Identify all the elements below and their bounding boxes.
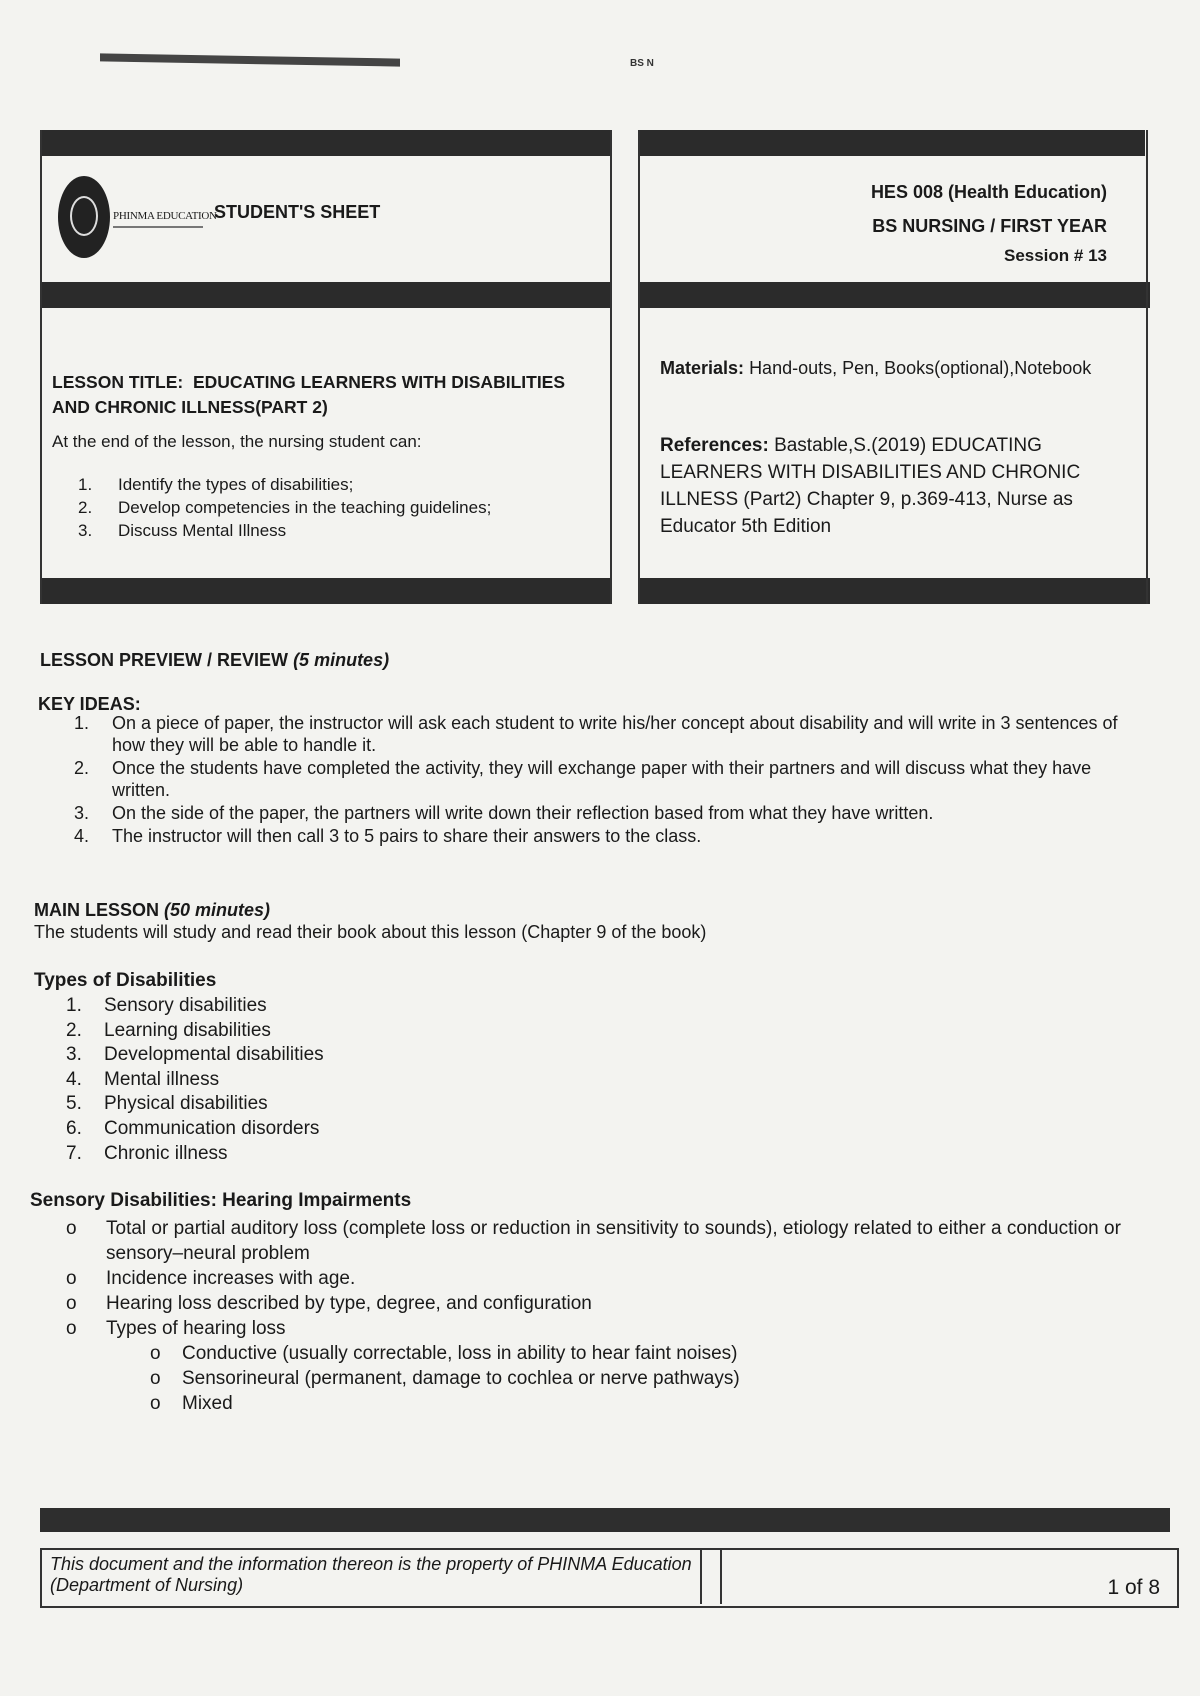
list-item: 1. Sensory disabilities [66, 995, 267, 1016]
references-text: Bastable,S.(2019) EDUCATING LEARNERS WITH DISABILITIES AND CHRONIC ILLNESS (Part2) Chapter 9, p.369-413, Nurse as Educator 5th Edition [660, 435, 1081, 537]
list-item: o Sensorineural (permanent, damage to cochlea or nerve pathways) [150, 1368, 740, 1389]
list-item: o Total or partial auditory loss (complete loss or reduction in sensitivity to sounds), etiology related to either a conduction or sensory–neural problem [66, 1218, 1121, 1264]
list-item: 6. Communication disorders [66, 1117, 320, 1139]
list-item: 2. Develop competencies in the teaching guidelines; [78, 498, 492, 517]
logo-underline [113, 226, 203, 228]
bullet-icon: o [150, 1368, 161, 1389]
preview-heading: LESSON PREVIEW / REVIEW (5 minutes) [40, 650, 390, 670]
torn-edge [100, 53, 400, 66]
header-border-left [40, 130, 42, 604]
footer-divider [700, 1548, 722, 1604]
header-column-gap [610, 130, 638, 604]
list-item: 2. Once the students have completed the activity, they will exchange paper with their partners and will discuss what they have written. [74, 758, 1092, 800]
footer-bar [40, 1508, 1170, 1532]
objectives-list [78, 473, 491, 542]
header-divider-left [610, 130, 612, 604]
phinma-logo-icon [58, 176, 110, 258]
lesson-title-prefix: LESSON TITLE: [52, 372, 184, 392]
preview-duration: (5 minutes) [293, 650, 390, 670]
list-item: 1. On a piece of paper, the instructor will ask each student to write his/her concept about disability and will write in 3 sentences of how they will be able to handle it. [74, 713, 1118, 755]
header-bottom-bar [40, 578, 1150, 604]
list-item: 5. Physical disabilities [66, 1093, 268, 1115]
header-border-right [1146, 130, 1148, 604]
list-item: 2. Learning disabilities [66, 1019, 271, 1041]
sensory-heading: Sensory Disabilities: Hearing Impairments [30, 1190, 412, 1211]
header-divider-right [638, 130, 640, 604]
course-code: HES 008 (Health Education) [870, 182, 1107, 202]
bullet-icon: o [150, 1343, 161, 1364]
top-scrap-text: BS N [630, 58, 654, 69]
list-item: o Mixed [150, 1393, 233, 1414]
sub-list-container [66, 1341, 1146, 1416]
sensory-points-list [66, 1216, 1146, 1416]
list-item: 4. Mental illness [66, 1068, 220, 1090]
main-lesson-duration: (50 minutes) [164, 900, 271, 920]
sheet-title: STUDENT'S SHEET [214, 202, 381, 222]
header-top-bar [40, 130, 1145, 156]
list-item: 1. Identify the types of disabilities; [78, 475, 354, 494]
list-item: 4. The instructor will then call 3 to 5 pairs to share their answers to the class. [74, 826, 702, 846]
bullet-icon: o [66, 1318, 77, 1339]
footer-notice: This document and the information thereon is the property of PHINMA Education (Department of Nursing) [50, 1554, 692, 1595]
list-item: o Incidence increases with age. [66, 1268, 356, 1289]
lesson-title [52, 370, 572, 420]
list-item: o Types of hearing loss [66, 1318, 286, 1339]
list-item: 3. On the side of the paper, the partners will write down their reflection based from what they have written. [74, 803, 934, 823]
references-label: References: [660, 435, 769, 456]
materials [660, 356, 1120, 380]
main-lesson-intro: The students will study and read their book about this lesson (Chapter 9 of the book) [34, 922, 707, 942]
bullet-icon: o [66, 1218, 77, 1239]
key-ideas-label: KEY IDEAS: [38, 694, 141, 714]
materials-label: Materials: [660, 358, 745, 378]
key-ideas-list [74, 712, 1154, 848]
list-item: o Hearing loss described by type, degree, and configuration [66, 1293, 592, 1314]
logo-text: PHINMA EDUCATION [113, 210, 217, 222]
bullet-icon: o [150, 1393, 161, 1414]
types-heading: Types of Disabilities [34, 970, 217, 991]
references [660, 432, 1130, 540]
list-item: 3. Discuss Mental Illness [78, 521, 287, 540]
session-number: Session # 13 [1003, 246, 1107, 265]
hearing-loss-types-list [66, 1341, 1146, 1416]
list-item: 7. Chronic illness [66, 1142, 228, 1164]
objectives-intro: At the end of the lesson, the nursing student can: [52, 432, 422, 451]
list-item: 3. Developmental disabilities [66, 1044, 324, 1066]
program-year: BS NURSING / FIRST YEAR [872, 216, 1107, 236]
bullet-icon: o [66, 1293, 77, 1314]
lesson-title-text: EDUCATING LEARNERS WITH DISABILITIES AND CHRONIC ILLNESS(PART 2) [52, 372, 566, 417]
bullet-icon: o [66, 1268, 77, 1289]
main-lesson-heading: MAIN LESSON (50 minutes) [34, 900, 271, 920]
page-number: 1 of 8 [1107, 1576, 1160, 1599]
header-mid-bar [40, 282, 1150, 308]
list-item: o Conductive (usually correctable, loss in ability to hear faint noises) [150, 1343, 738, 1364]
materials-text: Hand-outs, Pen, Books(optional),Notebook [749, 358, 1092, 378]
types-list [66, 994, 324, 1166]
